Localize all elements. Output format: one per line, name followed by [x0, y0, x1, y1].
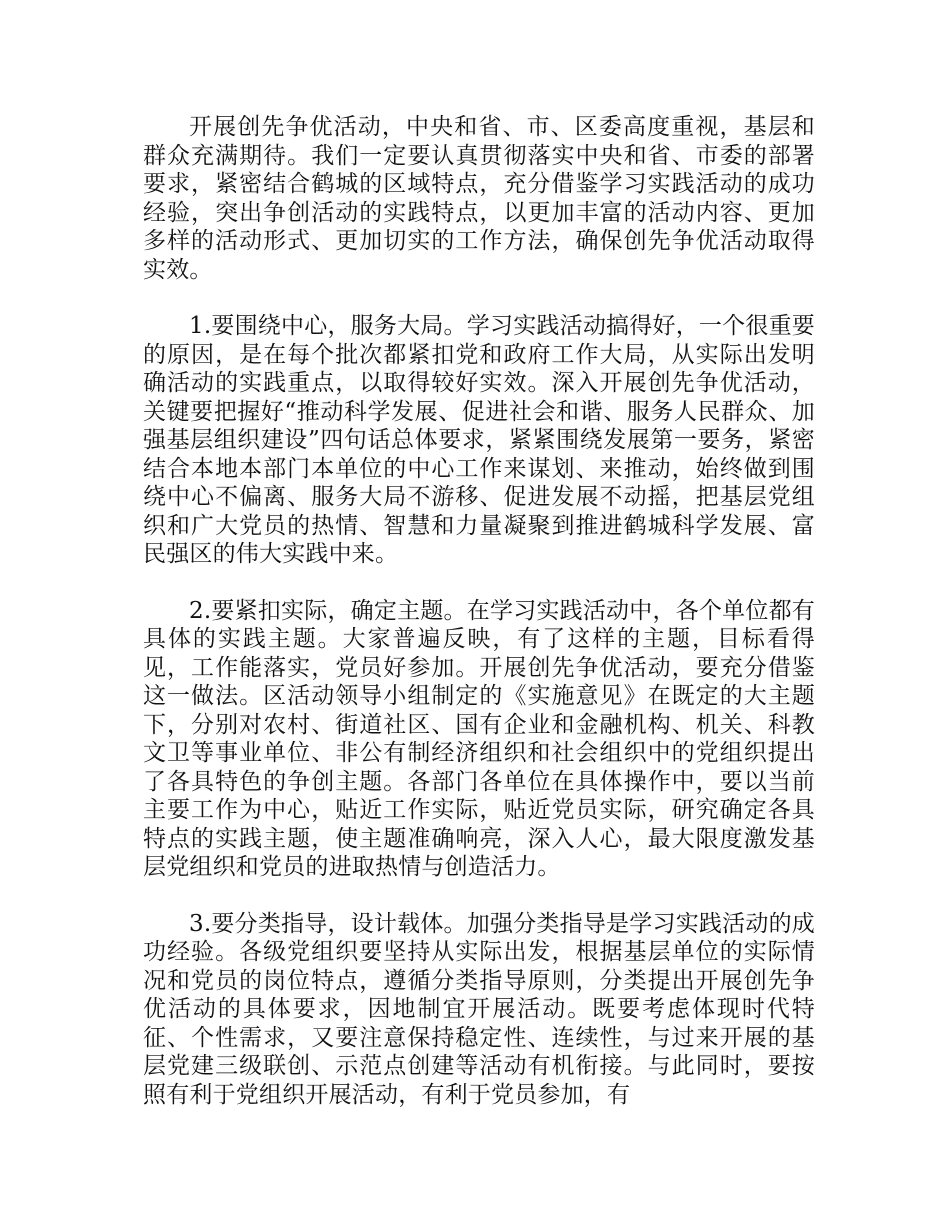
paragraph-point-2: 2.要紧扣实际，确定主题。在学习实践活动中，各个单位都有具体的实践主题。大家普遍反映，有了这样的主题，目标看得见，工作能落实，党员好参加。开展创先争优活动，要充分借鉴这一做法。区活动领导小组制定的《实施意见》在既定的大主题下，分别对农村、街道社区、国有企业和金融机构、机关、科教文卫等事业单位、非公有制经济组织和社会组织中的党组织提出了各具特色的争创主题。各部门各单位在具体操作中，要以当前主要工作为中心，贴近工作实际，贴近党员实际，研究确定各具特点的实践主题，使主题准确响亮，深入人心，最大限度激发基层党组织和党员的进取热情与创造活力。 [143, 597, 815, 880]
paragraph-point-3: 3.要分类指导，设计载体。加强分类指导是学习实践活动的成功经验。各级党组织要坚持从实际出发，根据基层单位的实际情况和党员的岗位特点，遵循分类指导原则，分类提出开展创先争优活动的具体要求，因地制宜开展活动。既要考虑体现时代特征、个性需求，又要注意保持稳定性、连续性，与过来开展的基层党建三级联创、示范点创建等活动有机衔接。与此同时，要按照有利于党组织开展活动，有利于党员参加，有 [143, 910, 815, 1108]
paragraph-intro: 开展创先争优活动，中央和省、市、区委高度重视，基层和群众充满期待。我们一定要认真贯彻落实中央和省、市委的部署要求，紧密结合鹤城的区域特点，充分借鉴学习实践活动的成功经验，突出争创活动的实践特点，以更加丰富的活动内容、更加多样的活动形式、更加切实的工作方法，确保创先争优活动取得实效。 [143, 114, 815, 283]
paragraph-point-1: 1.要围绕中心，服务大局。学习实践活动搞得好，一个很重要的原因，是在每个批次都紧扣党和政府工作大局，从实际出发明确活动的实践重点，以取得较好实效。深入开展创先争优活动，关键要把握好“推动科学发展、促进社会和谐、服务人民群众、加强基层组织建设”四句话总体要求，紧紧围绕发展第一要务，紧密结合本地本部门本单位的中心工作来谋划、来推动，始终做到围绕中心不偏离、服务大局不游移、促进发展不动摇，把基层党组织和广大党员的热情、智慧和力量凝聚到推进鹤城科学发展、富民强区的伟大实践中来。 [143, 313, 815, 567]
document-page [143, 113, 815, 1109]
